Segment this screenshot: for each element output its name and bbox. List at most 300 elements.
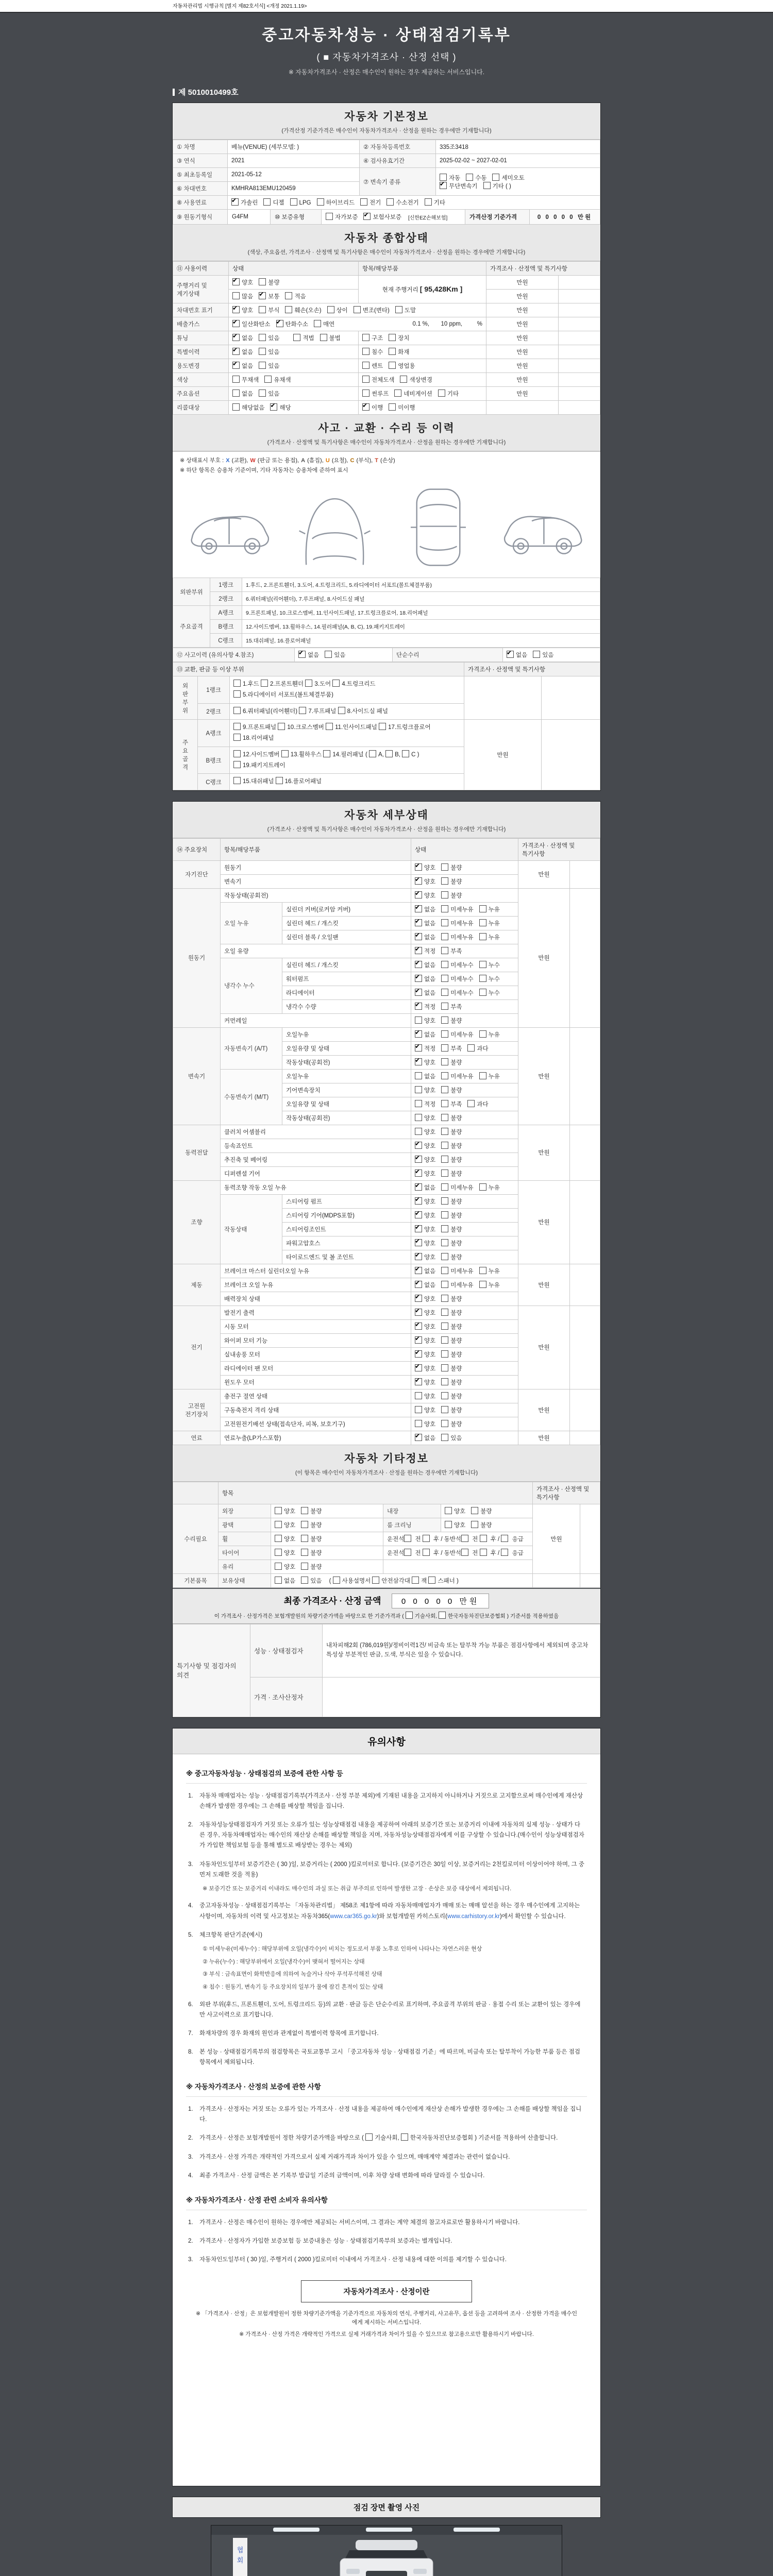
option: 미세누유 <box>441 935 473 941</box>
checkbox[interactable] <box>441 1142 448 1149</box>
td: 룸 크리닝 <box>383 1518 441 1532</box>
checkbox[interactable] <box>362 362 369 369</box>
checkbox[interactable] <box>259 306 266 313</box>
checkbox[interactable] <box>415 1350 422 1358</box>
td: 스티어링조인트 <box>282 1222 411 1236</box>
checkbox[interactable] <box>441 947 448 954</box>
checkbox[interactable] <box>438 389 445 397</box>
td: 타이로드엔드 및 볼 조인트 <box>282 1250 411 1264</box>
checkbox[interactable] <box>412 1577 419 1584</box>
checkbox[interactable] <box>415 975 422 982</box>
td: A랭크 <box>198 720 230 747</box>
checkbox[interactable] <box>483 182 491 189</box>
checkbox[interactable] <box>385 750 393 757</box>
checkbox[interactable] <box>425 198 432 206</box>
checkbox[interactable] <box>389 362 396 369</box>
checkbox[interactable] <box>479 1072 486 1079</box>
td: 15.대쉬패널 16.플로어패널 <box>230 774 464 790</box>
checkbox[interactable] <box>415 1030 422 1038</box>
option: 부식 <box>259 308 279 314</box>
checkbox[interactable] <box>501 1535 508 1542</box>
checkbox[interactable] <box>441 1211 448 1218</box>
option: 불량 <box>441 1338 462 1344</box>
checkbox[interactable] <box>440 182 447 189</box>
checkbox[interactable] <box>276 320 283 327</box>
checkbox[interactable] <box>439 1612 446 1619</box>
checkbox[interactable] <box>233 750 241 757</box>
checkbox[interactable] <box>275 1535 282 1542</box>
checkbox[interactable] <box>441 1225 448 1232</box>
checkbox[interactable] <box>332 680 340 687</box>
checkbox[interactable] <box>441 961 448 968</box>
checkbox[interactable] <box>386 198 394 206</box>
checkbox[interactable] <box>261 680 268 687</box>
checkbox[interactable] <box>415 989 422 996</box>
checkbox[interactable] <box>362 389 369 397</box>
td: 주행거리 및 계기상태 <box>173 276 229 303</box>
checkbox[interactable] <box>428 1577 435 1584</box>
checkbox[interactable] <box>301 1507 308 1514</box>
checkbox[interactable] <box>415 1336 422 1344</box>
checkbox[interactable] <box>259 348 266 355</box>
checkbox[interactable] <box>402 750 409 757</box>
checkbox[interactable] <box>415 1016 422 1024</box>
checkbox[interactable] <box>441 863 448 871</box>
document-title-note: ※ 자동차가격조사 · 산정은 매수인이 원하는 경우 제공하는 서비스입니다. <box>288 69 485 76</box>
td: 1랭크 <box>198 676 230 703</box>
g <box>411 489 466 566</box>
option: 있음 <box>259 391 279 397</box>
checkbox[interactable] <box>423 1549 430 1556</box>
checkbox[interactable] <box>479 919 486 926</box>
option: ✔ 적정 <box>415 1046 435 1052</box>
checkbox[interactable] <box>314 320 321 327</box>
checkbox[interactable] <box>275 1549 282 1556</box>
checkbox[interactable] <box>441 1434 448 1441</box>
td: 9.프론트패널 10.크로스멤버 11.인사이드패널 17.트렁크플로어 18.리어패널 <box>230 720 464 747</box>
checkbox[interactable] <box>415 1323 422 1330</box>
checkbox[interactable] <box>299 707 306 714</box>
checkbox[interactable] <box>415 1170 422 1177</box>
checkbox[interactable] <box>394 389 401 397</box>
checkbox[interactable] <box>445 1507 452 1514</box>
checkbox[interactable] <box>231 198 239 206</box>
option: 양호 <box>415 1088 435 1094</box>
checkbox[interactable] <box>415 1100 422 1107</box>
option: 불량 <box>441 1296 462 1302</box>
checkbox[interactable] <box>281 750 289 757</box>
checkbox[interactable] <box>365 2133 373 2141</box>
checkbox[interactable] <box>275 1563 282 1570</box>
option: ✔ 양호 <box>415 1296 435 1302</box>
checkbox[interactable] <box>362 376 369 383</box>
checkbox[interactable] <box>400 376 407 383</box>
checkbox[interactable] <box>301 1577 308 1584</box>
checkbox[interactable] <box>441 1350 448 1358</box>
checkbox[interactable] <box>441 877 448 885</box>
checkbox[interactable] <box>270 403 277 411</box>
checkbox[interactable] <box>415 1420 422 1427</box>
checkbox[interactable] <box>415 1211 422 1218</box>
td: 오일누유 <box>282 1069 411 1083</box>
checkbox[interactable] <box>441 1392 448 1399</box>
td: 광택 <box>219 1518 271 1532</box>
checkbox[interactable] <box>441 1281 448 1288</box>
checkbox[interactable] <box>263 198 271 206</box>
checkbox[interactable] <box>441 1336 448 1344</box>
checkbox[interactable] <box>301 1535 308 1542</box>
checkbox[interactable] <box>278 723 285 730</box>
checkbox[interactable] <box>423 1535 430 1542</box>
td <box>436 168 600 196</box>
checkbox[interactable] <box>479 989 486 996</box>
checkbox[interactable] <box>441 1128 448 1135</box>
checkbox[interactable] <box>320 334 327 341</box>
checkbox[interactable] <box>305 680 312 687</box>
checkbox[interactable] <box>445 1521 452 1528</box>
checkbox[interactable] <box>441 1044 448 1052</box>
notice-item <box>188 2133 585 2143</box>
td <box>411 1389 518 1403</box>
checkbox[interactable] <box>415 1128 422 1135</box>
checkbox[interactable] <box>389 334 396 341</box>
checkbox[interactable] <box>461 1535 468 1542</box>
checkbox[interactable] <box>415 1086 422 1093</box>
td: 라디에이터 팬 모터 <box>221 1361 411 1375</box>
checkbox[interactable] <box>441 1003 448 1010</box>
checkbox[interactable] <box>415 1225 422 1232</box>
checkbox[interactable] <box>441 1364 448 1371</box>
checkbox[interactable] <box>441 933 448 940</box>
checkbox[interactable] <box>363 213 371 220</box>
checkbox[interactable] <box>293 334 300 341</box>
checkbox[interactable] <box>232 278 240 285</box>
td: 외판부위 <box>173 578 210 606</box>
td <box>229 359 359 373</box>
checkbox[interactable] <box>233 680 241 687</box>
checkbox[interactable] <box>415 961 422 968</box>
checkbox[interactable] <box>369 750 376 757</box>
checkbox[interactable] <box>479 975 486 982</box>
option: 누수 <box>479 990 500 996</box>
option: 양호 <box>415 1394 435 1400</box>
checkbox[interactable] <box>461 1549 468 1556</box>
checkbox[interactable] <box>259 389 266 397</box>
checkbox[interactable] <box>415 1183 422 1191</box>
option: ✔ 없음 <box>415 1282 435 1289</box>
td: 만원 <box>486 373 559 387</box>
checkbox[interactable] <box>440 174 447 181</box>
checkbox[interactable] <box>441 891 448 899</box>
td <box>570 1027 600 1125</box>
checkbox[interactable] <box>441 1197 448 1205</box>
td <box>228 196 600 210</box>
option: 불량 <box>259 280 279 286</box>
checkbox[interactable] <box>441 1420 448 1427</box>
checkbox[interactable] <box>232 376 240 383</box>
document-subtitle: ( ■ 자동차가격조사 · 산정 선택 ) <box>316 52 457 62</box>
document-title: 중고자동차성능 · 상태점검기록부 <box>262 27 511 44</box>
checkbox[interactable] <box>479 905 486 912</box>
option: 불법 <box>320 335 341 342</box>
checkbox[interactable] <box>479 933 486 940</box>
option: 미세누수 <box>441 990 473 996</box>
checkbox[interactable] <box>415 1072 422 1079</box>
checkbox[interactable] <box>301 1549 308 1556</box>
checkbox[interactable] <box>415 1281 422 1288</box>
checkbox[interactable] <box>415 1253 422 1260</box>
checkbox[interactable] <box>415 1267 422 1274</box>
td <box>271 1518 383 1532</box>
checkbox[interactable] <box>415 1156 422 1163</box>
checkbox[interactable] <box>471 1507 478 1514</box>
checkbox[interactable] <box>233 723 241 730</box>
checkbox[interactable] <box>259 278 266 285</box>
option: 기타 ( ) <box>483 183 511 190</box>
checkbox[interactable] <box>232 362 240 369</box>
checkbox[interactable] <box>415 933 422 940</box>
checkbox[interactable] <box>441 975 448 982</box>
checkbox[interactable] <box>479 1281 486 1288</box>
td <box>229 387 359 401</box>
checkbox[interactable] <box>415 1434 422 1441</box>
checkbox[interactable] <box>323 750 330 757</box>
notice-item-sub: ④ 침수 : 원동기, 변속기 등 주요장치의 일부가 물에 잠긴 흔적이 있는 상태 <box>203 1984 383 1990</box>
checkbox[interactable] <box>232 389 240 397</box>
checkbox[interactable] <box>233 690 241 698</box>
checkbox[interactable] <box>479 1183 486 1191</box>
checkbox[interactable] <box>406 1612 413 1619</box>
checkbox[interactable] <box>259 334 266 341</box>
checkbox[interactable] <box>415 863 422 871</box>
checkbox[interactable] <box>441 1239 448 1246</box>
checkbox[interactable] <box>415 1364 422 1371</box>
tr <box>173 663 600 676</box>
checkbox[interactable] <box>395 306 402 313</box>
checkbox[interactable] <box>479 961 486 968</box>
checkbox[interactable] <box>233 761 241 768</box>
checkbox[interactable] <box>232 334 240 341</box>
checkbox[interactable] <box>326 213 333 220</box>
checkbox[interactable] <box>362 403 369 411</box>
rect <box>346 2569 360 2574</box>
checkbox[interactable] <box>501 1549 508 1556</box>
checkbox[interactable] <box>232 306 240 313</box>
checkbox[interactable] <box>533 651 540 658</box>
checkbox[interactable] <box>362 348 369 355</box>
checkbox[interactable] <box>233 734 241 741</box>
td: 수동변속기 (M/T) <box>221 1069 282 1125</box>
option: 썬루프 <box>362 391 389 397</box>
option: 구조 <box>362 335 383 342</box>
checkbox[interactable] <box>301 1521 308 1528</box>
checkbox[interactable] <box>441 989 448 996</box>
td: 오일유량 및 상태 <box>282 1041 411 1055</box>
checkbox[interactable] <box>401 2133 408 2141</box>
checkbox[interactable] <box>441 1183 448 1191</box>
notice-item <box>188 1930 585 1940</box>
checkbox[interactable] <box>441 1072 448 1079</box>
checkbox[interactable] <box>415 1058 422 1065</box>
checkbox[interactable] <box>471 1521 478 1528</box>
checkbox[interactable] <box>507 651 514 658</box>
checkbox[interactable] <box>232 292 240 299</box>
checkbox[interactable] <box>415 1295 422 1302</box>
checkbox[interactable] <box>415 1392 422 1399</box>
checkbox[interactable] <box>415 1044 422 1052</box>
notice-item-text: 자동차인도일부터 보증기간은 ( 30 )일, 보증거리는 ( 2000 )킬로미터로 합니다. (보증기간은 30일 이상, 보증거리는 2천킬로미터 이상이어야 하며, 그 중 먼저 도래한 것을 적용) <box>199 1861 584 1878</box>
td <box>464 676 542 720</box>
checkbox[interactable] <box>232 403 240 411</box>
option: ✔ 없음 <box>232 363 253 369</box>
checkbox[interactable] <box>372 1577 379 1584</box>
checkbox[interactable] <box>338 707 345 714</box>
checkbox[interactable] <box>362 334 369 341</box>
checkbox[interactable] <box>354 306 361 313</box>
checkbox[interactable] <box>301 1563 308 1570</box>
checkbox[interactable] <box>326 723 333 730</box>
option: 적음 <box>285 294 306 300</box>
td: 주 요 골 격 <box>173 720 198 790</box>
tr <box>173 373 600 387</box>
checkbox[interactable] <box>389 348 396 355</box>
checkbox[interactable] <box>264 376 272 383</box>
checkbox[interactable] <box>333 1577 340 1584</box>
checkbox[interactable] <box>232 348 240 355</box>
checkbox[interactable] <box>415 1142 422 1149</box>
td <box>173 1482 219 1504</box>
tr <box>173 860 600 874</box>
tr <box>173 210 600 225</box>
checkbox[interactable] <box>441 1058 448 1065</box>
checkbox[interactable] <box>317 198 324 206</box>
notice-item-text: 중고자동차성능 · 상태점검기록부는 「자동차관리법」 제58조 제1항에 따라 자동차매매업자가 매매 또는 매매 알선을 하는 경우 매수인에게 고지하는 사항이며, 자동차의 이력 및 사고정보는 자동차365(www.car365.go.kr)와 보험개발원 카히스토리(www.carhistory.or.kr)에서 확인할 수 있습니다. <box>199 1903 580 1920</box>
td: 동력전달 <box>173 1125 221 1180</box>
checkbox[interactable] <box>415 1309 422 1316</box>
checkbox[interactable] <box>441 1378 448 1385</box>
tr <box>173 592 600 606</box>
checkbox[interactable] <box>404 1535 411 1542</box>
checkbox[interactable] <box>466 174 473 181</box>
tr <box>173 154 600 168</box>
option: 자동 <box>440 175 460 181</box>
checkbox[interactable] <box>492 174 499 181</box>
checkbox[interactable] <box>415 877 422 885</box>
checkbox[interactable] <box>441 1295 448 1302</box>
checkbox[interactable] <box>441 1016 448 1024</box>
checkbox[interactable] <box>415 1114 422 1121</box>
checkbox[interactable] <box>415 947 422 954</box>
checkbox[interactable] <box>441 1156 448 1163</box>
checkbox[interactable] <box>480 1549 487 1556</box>
checkbox[interactable] <box>441 1406 448 1413</box>
checkbox[interactable] <box>298 651 306 658</box>
td: 2랭크 <box>210 592 242 606</box>
td <box>359 373 486 387</box>
inspector-opinion-table <box>173 1624 600 1717</box>
detail-state-table <box>173 838 600 1445</box>
checkbox[interactable] <box>415 891 422 899</box>
checkbox[interactable] <box>275 1521 282 1528</box>
checkbox[interactable] <box>441 1114 448 1121</box>
notice-item-sub: ② 누유(누수) : 해당부위에서 오일(냉각수)이 맺혀서 떨어지는 상태 <box>203 1958 365 1965</box>
url-link[interactable]: www.carhistory.or.kr <box>447 1913 500 1920</box>
path <box>364 531 371 534</box>
checkbox[interactable] <box>415 919 422 926</box>
checkbox[interactable] <box>379 723 386 730</box>
option: ✔ 양호 <box>415 1255 435 1261</box>
url-link[interactable]: www.car365.go.kr <box>330 1913 377 1920</box>
td: 휠 <box>219 1532 271 1546</box>
option: 불량 <box>441 1018 462 1024</box>
section-etc-info <box>173 1445 600 1482</box>
td: KMHRA813EMU120459 <box>228 182 360 196</box>
checkbox[interactable] <box>441 905 448 912</box>
checkbox[interactable] <box>441 1267 448 1274</box>
checkbox[interactable] <box>415 1406 422 1413</box>
checkbox[interactable] <box>480 1535 487 1542</box>
tr <box>173 648 600 662</box>
checkbox[interactable] <box>441 1309 448 1316</box>
checkbox[interactable] <box>415 1197 422 1205</box>
checkbox[interactable] <box>415 905 422 912</box>
checkbox[interactable] <box>232 320 240 327</box>
checkbox[interactable] <box>415 1239 422 1246</box>
checkbox[interactable] <box>467 1044 475 1052</box>
checkbox[interactable] <box>479 1030 486 1038</box>
checkbox[interactable] <box>285 292 292 299</box>
checkbox[interactable] <box>290 198 297 206</box>
checkbox[interactable] <box>415 1003 422 1010</box>
option: 미세누수 <box>441 962 473 969</box>
checkbox[interactable] <box>479 1267 486 1274</box>
checkbox[interactable] <box>441 1253 448 1260</box>
option: ✔ 없음 <box>415 1435 435 1442</box>
checkbox[interactable] <box>441 1100 448 1107</box>
option: ✔ 적정 <box>415 948 435 955</box>
td: 수리필요 <box>173 1504 219 1573</box>
checkbox[interactable] <box>441 1170 448 1177</box>
checkbox[interactable] <box>259 292 266 299</box>
car-diagram-left-side <box>183 486 278 569</box>
checkbox[interactable] <box>233 707 241 714</box>
td <box>411 1375 518 1389</box>
notice-item-sub: ① 미세누유(미세누수) : 해당부위에 오일(냉각수)이 비치는 정도로서 부품 노후로 인하여 나타나는 자연스러운 현상 <box>203 1945 482 1952</box>
notice-item-number: 4. <box>188 1903 193 1909</box>
checkbox[interactable] <box>325 651 332 658</box>
checkbox[interactable] <box>327 306 334 313</box>
checkbox[interactable] <box>275 1507 282 1514</box>
checkbox[interactable] <box>259 362 266 369</box>
checkbox[interactable] <box>467 1100 475 1107</box>
td <box>411 1208 518 1222</box>
checkbox[interactable] <box>276 777 283 784</box>
checkbox[interactable] <box>415 1378 422 1385</box>
tr <box>173 331 600 345</box>
checkbox[interactable] <box>404 1549 411 1556</box>
checkbox[interactable] <box>360 198 367 206</box>
checkbox[interactable] <box>233 777 241 784</box>
checkbox[interactable] <box>441 1086 448 1093</box>
section-title: 자동차 세부상태 <box>344 809 429 821</box>
checkbox[interactable] <box>285 306 292 313</box>
td <box>383 1560 533 1573</box>
checkbox[interactable] <box>441 1030 448 1038</box>
checkbox[interactable] <box>441 919 448 926</box>
checkbox[interactable] <box>389 403 396 411</box>
checkbox[interactable] <box>275 1577 282 1584</box>
checkbox[interactable] <box>441 1323 448 1330</box>
